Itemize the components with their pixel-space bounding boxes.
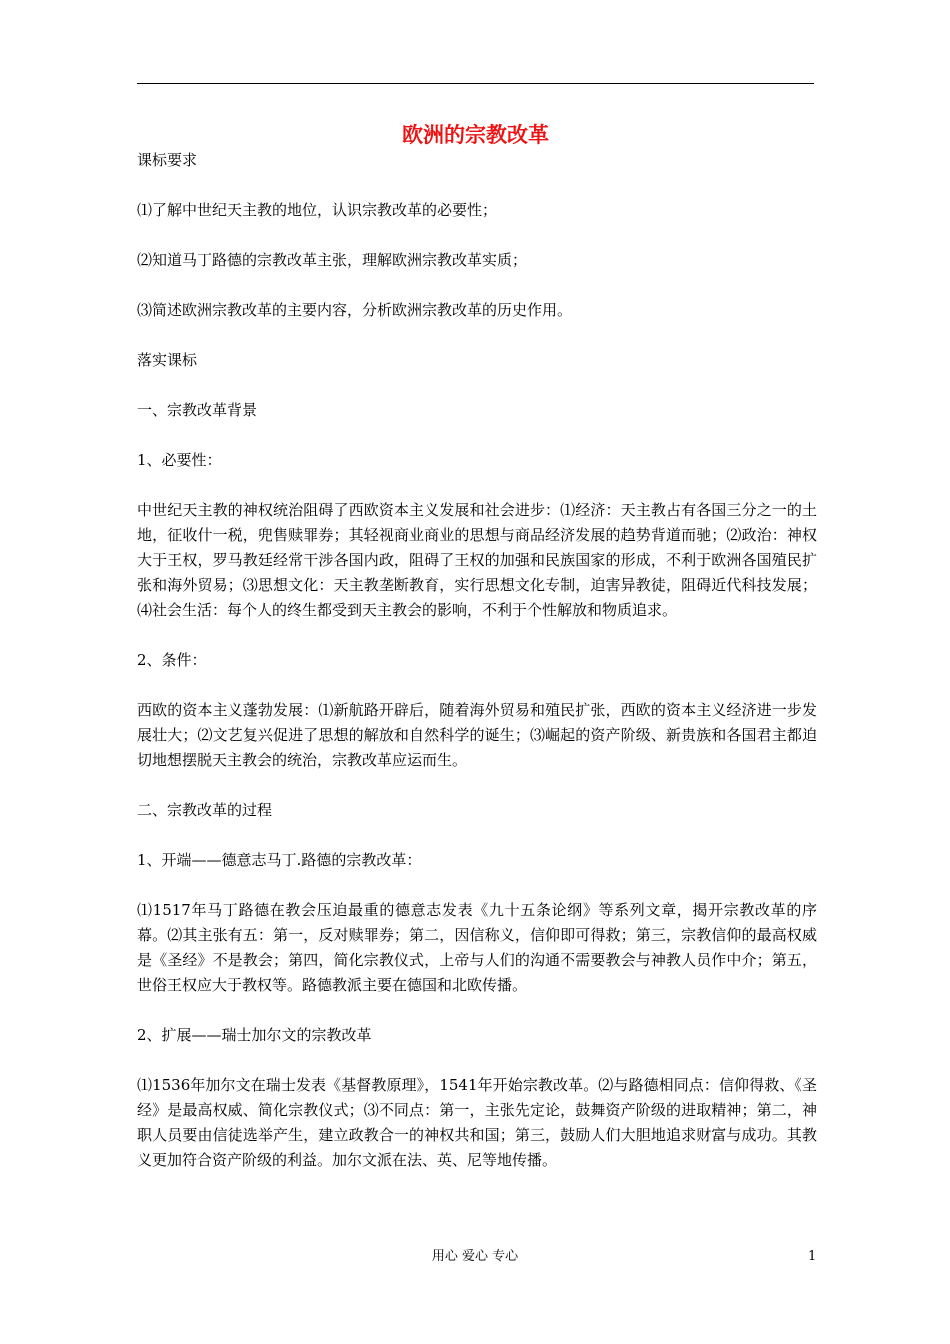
document-title: 欧洲的宗教改革 [402,123,549,147]
subheading-conditions: 2、条件： [137,651,207,669]
footer-text: 用心 爱心 专心 [431,1249,519,1264]
paragraph-necessity: 中世纪天主教的神权统治阻碍了西欧资本主义发展和社会进步：⑴经济：天主教占有各国三分之一的土地，征收什一税，兜售赎罪券；其轻视商业商业的思想与商品经济发展的趋势背道而驰；⑵政治：神权大于王权，罗马教廷经常干涉各国内政，阻碍了王权的加强和民族国家的形成，不利于欧洲各国殖民扩张和海外贸易；⑶思想文化：天主教垄断教育，实行思想文化专制，迫害异教徒，阻碍近代科技发展；⑷社会生活：每个人的终生都受到天主教会的影响，不利于个性解放和物质追求。 [137,501,817,619]
subheading-necessity: 1、必要性： [137,451,222,469]
paragraph-calvin: ⑴1536年加尔文在瑞士发表《基督教原理》，1541年开始宗教改革。⑵与路德相同点：信仰得救、《圣经》是最高权威、简化宗教仪式；⑶不同点：第一，主张先定论，鼓舞资产阶级的进取精神；第二，神职人员要由信徒选举产生，建立政教合一的神权共和国；第三，鼓励人们大胆地追求财富与成功。其教义更加符合资产阶级的利益。加尔文派在法、英、尼等地传播。 [137,1076,817,1169]
document-body [137,148,817,1173]
paragraph-conditions: 西欧的资本主义蓬勃发展：⑴新航路开辟后，随着海外贸易和殖民扩张，西欧的资本主义经济进一步发展壮大；⑵文艺复兴促进了思想的解放和自然科学的诞生；⑶崛起的资产阶级、新贵族和各国君主都迫切地想摆脱天主教会的统治，宗教改革应运而生。 [137,701,817,769]
section-heading-curriculum: 课标要求 [137,151,198,169]
requirement-1: ⑴了解中世纪天主教的地位，认识宗教改革的必要性； [137,201,498,219]
requirement-2: ⑵知道马丁路德的宗教改革主张，理解欧洲宗教改革实质； [137,251,528,269]
requirement-3: ⑶简述欧洲宗教改革的主要内容，分析欧洲宗教改革的历史作用。 [137,301,573,319]
section-heading-background: 一、宗教改革背景 [137,401,258,419]
paragraph-luther: ⑴1517年马丁路德在教会压迫最重的德意志发表《九十五条论纲》等系列文章，揭开宗教改革的序幕。⑵其主张有五：第一，反对赎罪券；第二，因信称义，信仰即可得救；第三，宗教信仰的最高权威是《圣经》不是教会；第四，简化宗教仪式，上帝与人们的沟通不需要教会与神教人员作中介；第五，世俗王权应大于教权等。路德教派主要在德国和北欧传播。 [137,901,817,994]
page-number: 1 [808,1249,817,1264]
header-rule [137,83,814,84]
section-heading-process: 二、宗教改革的过程 [137,801,273,819]
subheading-luther: 1、开端——德意志马丁.路德的宗教改革： [137,851,422,869]
section-heading-implementation: 落实课标 [137,351,198,369]
subheading-calvin: 2、扩展——瑞士加尔文的宗教改革 [137,1026,372,1044]
